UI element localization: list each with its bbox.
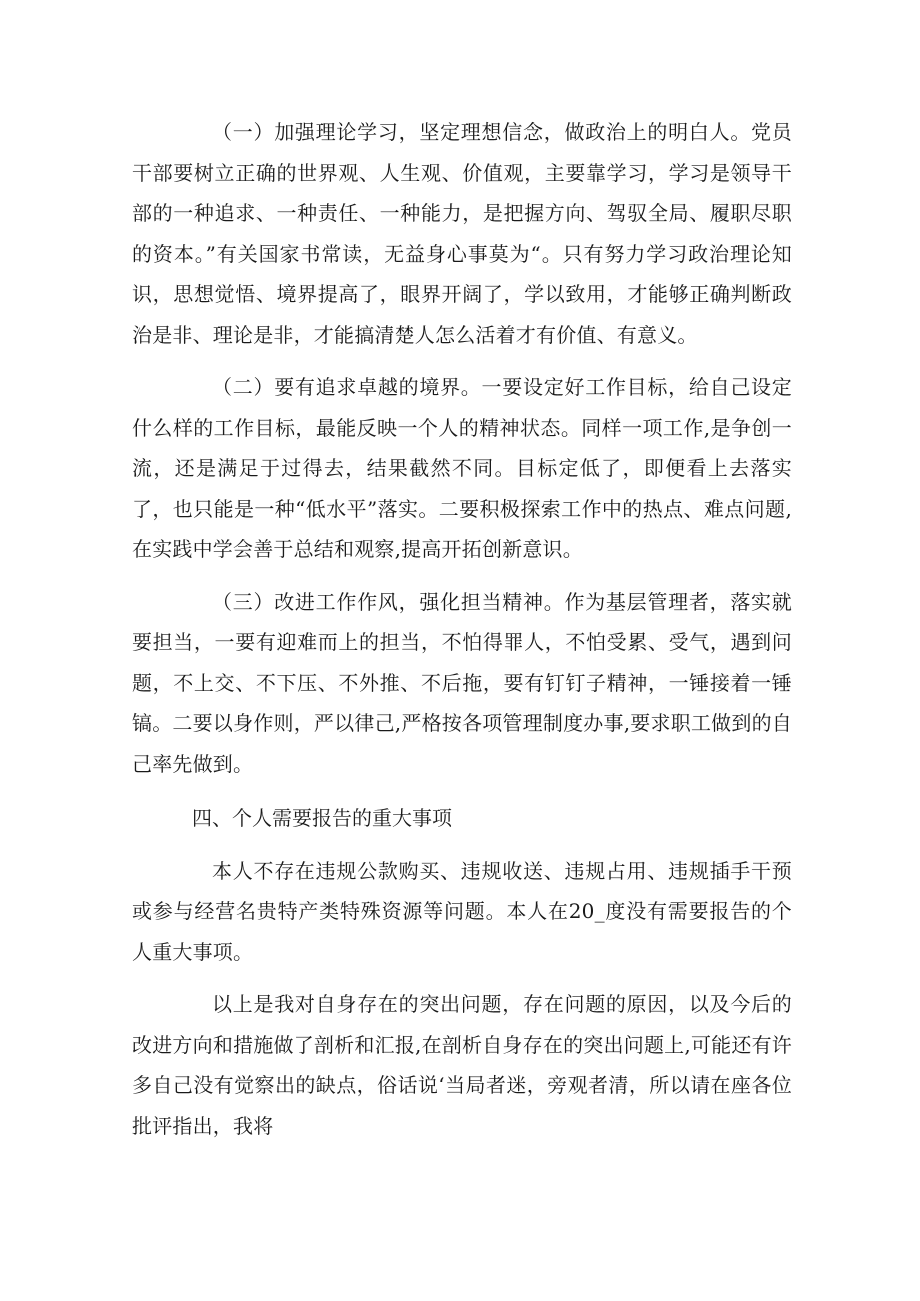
paragraph-work-style: （三）改进工作作风，强化担当精神。作为基层管理者，落实就要担当，一要有迎难而上的担当，不怕得罪人，不怕受累、受气，遇到问题，不上交、不下压、不外推、不后拖，要有钉钉子精神，一锤接着一锤镐。二要以身作则，严以律己,严格按各项管理制度办事,要求职工做到的自己率先做到。	[132, 589, 792, 776]
document-page	[132, 112, 792, 1146]
paragraph-pursue-excellence: （二）要有追求卓越的境界。一要设定好工作目标，给自己设定什么样的工作目标，最能反映一个人的精神状态。同样一项工作,是争创一流，还是满足于过得去，结果截然不同。目标定低了，即便看上去落实了，也只能是一种“低水平”落实。二要积极探索工作中的热点、难点问题,在实践中学会善于总结和观察,提高开拓创新意识。	[132, 375, 792, 561]
paragraph-major-matters: 本人不存在违规公款购买、违规收送、违规占用、违规插手干预或参与经营名贵特产类特殊资源等问题。本人在20_度没有需要报告的个人重大事项。	[132, 858, 792, 964]
section-heading-major-matters: 四、个人需要报告的重大事项	[192, 806, 452, 830]
paragraph-theory-study: （一）加强理论学习，坚定理想信念，做政治上的明白人。党员干部要树立正确的世界观、人生观、价值观，主要靠学习，学习是领导干部的一种追求、一种责任、一种能力，是把握方向、驾驭全局、履职尽职的资本。”有关国家书常读，无益身心事莫为“。只有努力学习政治理论知识，思想觉悟、境界提高了，眼界开阔了，学以致用，才能够正确判断政治是非、理论是非，才能搞清楚人怎么活着才有价值、有意义。	[132, 120, 792, 347]
paragraph-closing: 以上是我对自身存在的突出问题，存在问题的原因，以及今后的改进方向和措施做了剖析和汇报,在剖析自身存在的突出问题上,可能还有许多自己没有觉察出的缺点，俗话说‘当局者迷，旁观者清，所以请在座各位批评指出，我将	[132, 992, 792, 1138]
